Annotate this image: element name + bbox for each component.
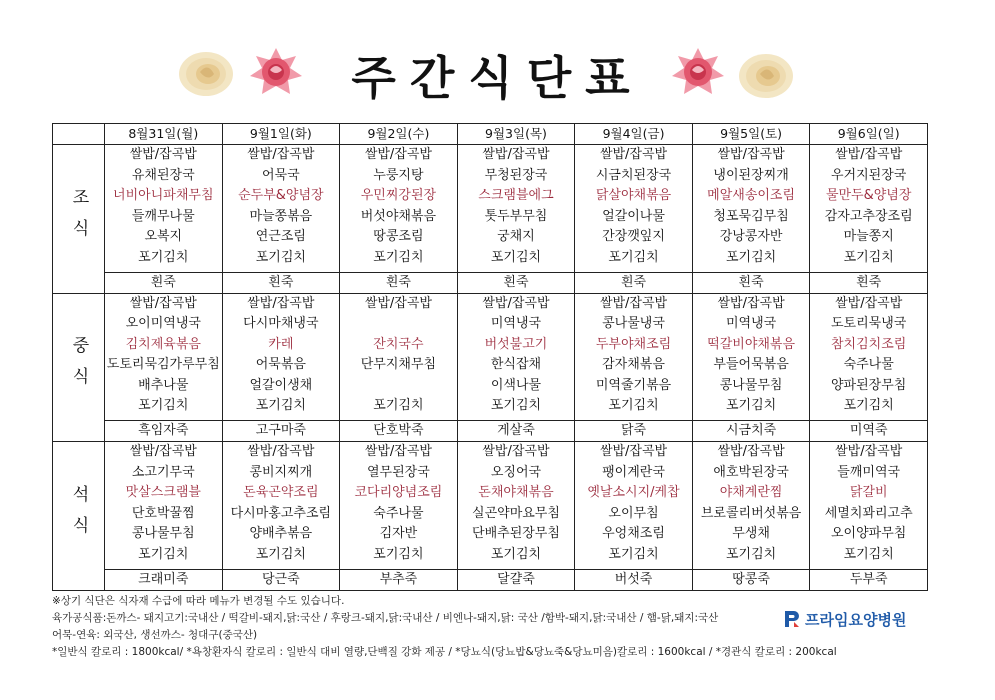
lunch-menu-cell [575, 293, 693, 421]
main-dish-item: 카레 [268, 336, 294, 352]
porridge-cell: 시금치죽 [692, 421, 810, 442]
dinner-menu-cell [105, 442, 223, 570]
lunch-row [53, 293, 928, 421]
menu-item: 쌀밥/잡곡밥 [717, 444, 785, 460]
menu-item: 포기김치 [373, 398, 424, 414]
menu-item: 단배추된장무침 [472, 526, 560, 542]
menu-item: 부들어묵볶음 [713, 357, 789, 373]
date-header: 9월5일(토) [692, 124, 810, 145]
menu-item: 포기김치 [138, 398, 189, 414]
menu-item: 쌀밥/잡곡밥 [835, 147, 903, 162]
menu-item: 오이무침 [608, 505, 659, 521]
lunch-porridge-row [53, 421, 928, 442]
menu-item: 콩나물무침 [719, 377, 783, 393]
hospital-logo [783, 608, 906, 630]
main-dish-item: 떡갈비야채볶음 [707, 336, 796, 352]
menu-item: 쌀밥/잡곡밥 [835, 295, 903, 311]
menu-item: 이색나물 [490, 377, 542, 393]
menu-item: 냉이된장찌개 [713, 167, 789, 183]
menu-item: 실곤약마요무침 [472, 505, 560, 521]
menu-item: 미역줄기볶음 [595, 377, 672, 393]
menu-item: 쌀밥/잡곡밥 [599, 295, 668, 311]
menu-item: 무생채 [732, 526, 770, 542]
menu-item: 미역냉국 [725, 316, 777, 332]
menu-item: 도토리묵김가루무침 [106, 357, 220, 373]
menu-item: 포기김치 [490, 546, 542, 562]
menu-item: 포기김치 [490, 249, 542, 265]
breakfast-menu-cell [105, 145, 223, 273]
menu-item: 다시마홍고추조림 [230, 505, 332, 521]
menu-item: 누룽지탕 [373, 167, 424, 183]
menu-item: 포기김치 [608, 249, 659, 265]
main-dish-item: 순두부&양념장 [238, 188, 324, 203]
main-dish-item: 잔치국수 [373, 336, 424, 352]
header [0, 38, 995, 108]
menu-item: 포기김치 [373, 249, 424, 265]
main-dish-item: 야채계란찜 [719, 485, 783, 501]
menu-item: 쌀밥/잡곡밥 [129, 444, 197, 460]
rose-red-icon [246, 44, 306, 100]
breakfast-menu-cell [457, 145, 575, 273]
menu-item: 쌀밥/잡곡밥 [835, 444, 903, 460]
menu-item: 포기김치 [255, 249, 306, 265]
dinner-porridge-row [53, 569, 928, 590]
breakfast-menu-cell [810, 145, 928, 273]
lunch-menu-cell [810, 293, 928, 421]
date-header: 9월1일(화) [222, 124, 340, 145]
menu-item: 콩나물냉국 [602, 316, 665, 332]
menu-item: 단무지채무침 [360, 357, 437, 373]
notice-text: ※상기 식단은 식자재 수급에 따라 메뉴가 변경될 수도 있습니다. [52, 595, 345, 607]
menu-item: 포기김치 [843, 249, 894, 265]
menu-item: 포기김치 [725, 398, 777, 414]
menu-item: 오징어국 [490, 464, 542, 480]
menu-item: 들깨미역국 [837, 464, 901, 480]
menu-item: 유채된장국 [131, 167, 195, 183]
date-header: 9월6일(일) [810, 124, 928, 145]
menu-item: 쌀밥/잡곡밥 [364, 147, 432, 162]
menu-item: 쌀밥/잡곡밥 [482, 444, 550, 460]
meal-label-text: 중식 [68, 336, 89, 399]
porridge-cell: 당근죽 [222, 569, 340, 590]
menu-item: 다시마채냉국 [243, 316, 319, 332]
menu-item: 포기김치 [490, 398, 542, 414]
menu-item: 감자고추장조림 [824, 208, 913, 224]
main-dish-item: 코다리양념조림 [354, 485, 443, 501]
menu-item: 우거지된장국 [831, 167, 907, 183]
menu-item: 숙주나물 [843, 357, 894, 373]
meal-label [53, 442, 105, 591]
calorie-text: *일반식 칼로리 : 1800kcal/ *욕창환자식 칼로리 : 일반식 대비 열량,단백질 강화 제공 / *당뇨식(당뇨밥&당뇨죽&당뇨미음)칼로리 : 1600kcal / *경관식 칼로리 : 200kcal [52, 646, 837, 658]
menu-item: 어묵볶음 [255, 357, 306, 373]
menu-item: 포기김치 [373, 546, 424, 562]
menu-item: 미역냉국 [490, 316, 542, 332]
menu-item: 쌀밥/잡곡밥 [717, 295, 785, 311]
date-header: 9월3일(목) [457, 124, 575, 145]
hospital-name: 프라임요양병원 [805, 610, 907, 629]
page-title: 주간식단표 [351, 51, 644, 105]
porridge-cell: 닭죽 [575, 421, 693, 442]
menu-item: 한식잡채 [490, 357, 542, 373]
menu-item: 단호박꿀찜 [131, 505, 195, 521]
menu-item: 쌀밥/잡곡밥 [364, 295, 432, 311]
dinner-row [53, 442, 928, 570]
menu-item: 포기김치 [725, 546, 777, 562]
menu-item: 버섯야채볶음 [360, 208, 437, 224]
menu-item: 포기김치 [843, 398, 894, 414]
menu-item: 브로콜리버섯볶음 [700, 505, 802, 521]
porridge-cell: 부추죽 [340, 569, 458, 590]
menu-item: 포기김치 [608, 546, 659, 562]
menu-item: 마늘쫑지 [843, 229, 894, 244]
main-dish-item: 닭갈비 [849, 485, 888, 501]
porridge-cell: 흰죽 [222, 272, 340, 293]
main-dish-item: 닭살야채볶음 [595, 188, 672, 203]
menu-item: 오이미역냉국 [125, 316, 201, 332]
porridge-cell: 고구마죽 [222, 421, 340, 442]
breakfast-menu-cell [340, 145, 458, 273]
menu-item: 포기김치 [138, 546, 189, 562]
menu-item: 포기김치 [725, 249, 777, 265]
lunch-menu-cell [340, 293, 458, 421]
porridge-cell: 두부죽 [810, 569, 928, 590]
lunch-menu-cell [105, 293, 223, 421]
menu-item: 연근조림 [255, 229, 306, 244]
porridge-cell: 단호박죽 [340, 421, 458, 442]
menu-item: 감자채볶음 [602, 357, 665, 373]
main-dish-item: 버섯불고기 [484, 336, 548, 352]
meal-label-text: 석식 [68, 485, 89, 548]
main-dish-item: 김치제육볶음 [125, 336, 201, 352]
menu-item: 포기김치 [843, 546, 894, 562]
lunch-menu-cell [222, 293, 340, 421]
menu-item: 쌀밥/잡곡밥 [129, 147, 197, 162]
menu-item: 쌀밥/잡곡밥 [599, 444, 668, 460]
porridge-cell: 버섯죽 [575, 569, 693, 590]
main-dish-item: 옛날소시지/케찹 [587, 485, 680, 501]
menu-item: 궁채지 [497, 229, 535, 244]
menu-item: 김자반 [379, 526, 418, 542]
dinner-menu-cell [340, 442, 458, 570]
main-dish-item: 메알새송이조림 [707, 188, 796, 203]
main-dish-item: 참치김치조림 [831, 336, 907, 352]
menu-item: 간장깻잎지 [602, 229, 665, 244]
porridge-cell: 흰죽 [575, 272, 693, 293]
main-dish-item: 맛살스크램블 [125, 485, 201, 501]
meal-label [53, 293, 105, 442]
breakfast-menu-cell [575, 145, 693, 273]
weekly-menu-table [52, 123, 928, 591]
menu-item: 얼갈이생채 [249, 377, 313, 393]
date-header: 9월4일(금) [575, 124, 693, 145]
porridge-cell: 달걀죽 [457, 569, 575, 590]
menu-item: 숙주나물 [373, 505, 424, 521]
date-header: 8월31일(월) [105, 124, 223, 145]
menu-item: 마늘쫑볶음 [249, 208, 313, 224]
porridge-cell: 흰죽 [692, 272, 810, 293]
dinner-menu-cell [457, 442, 575, 570]
lunch-menu-cell [457, 293, 575, 421]
menu-item: 양배추볶음 [249, 526, 313, 542]
breakfast-porridge-row [53, 272, 928, 293]
menu-item: 세멸치꽈리고추 [824, 505, 913, 521]
date-header: 9월2일(수) [340, 124, 458, 145]
origin-text: 어묵-연육: 외국산, 생선까스- 청대구(중국산) [52, 629, 258, 641]
menu-item: 포기김치 [255, 546, 306, 562]
porridge-cell: 흰죽 [340, 272, 458, 293]
dinner-menu-cell [692, 442, 810, 570]
porridge-cell: 땅콩죽 [692, 569, 810, 590]
porridge-cell: 미역죽 [810, 421, 928, 442]
menu-item: 청포묵김무침 [713, 208, 789, 224]
menu-item: 포기김치 [255, 398, 306, 414]
menu-item: 톳두부무침 [484, 208, 548, 224]
meal-label [53, 145, 105, 294]
menu-item: 어묵국 [262, 167, 300, 183]
porridge-cell: 흑임자죽 [105, 421, 223, 442]
main-dish-item: 우민찌강된장 [360, 188, 437, 203]
menu-item: 얼갈이나물 [602, 208, 665, 224]
menu-item: 시금치된장국 [595, 167, 672, 183]
porridge-cell: 흰죽 [810, 272, 928, 293]
menu-item: 강낭콩자반 [719, 229, 783, 244]
menu-item: 쌀밥/잡곡밥 [247, 295, 315, 311]
main-dish-item: 돈채야채볶음 [478, 485, 554, 501]
menu-item: 오복지 [144, 229, 183, 244]
rose-yellow-icon [178, 50, 234, 98]
menu-item: 쌀밥/잡곡밥 [129, 295, 197, 311]
menu-item: 쌀밥/잡곡밥 [599, 147, 668, 162]
porridge-cell: 게살죽 [457, 421, 575, 442]
menu-item: 무청된장국 [484, 167, 548, 183]
menu-item: 애호박된장국 [713, 464, 789, 480]
corner-cell [53, 124, 105, 145]
menu-item: 포기김치 [138, 249, 189, 265]
menu-item: 오이양파무침 [831, 526, 907, 542]
menu-item [340, 314, 457, 335]
menu-item: 쌀밥/잡곡밥 [247, 147, 315, 162]
dinner-menu-cell [222, 442, 340, 570]
breakfast-menu-cell [222, 145, 340, 273]
menu-item: 쌀밥/잡곡밥 [247, 444, 315, 460]
main-dish-item: 스크램블에그 [478, 188, 554, 203]
menu-item: 열무된장국 [367, 464, 430, 480]
dinner-menu-cell [810, 442, 928, 570]
main-dish-item: 너비아니파채무침 [113, 188, 214, 203]
main-dish-item: 두부야채조림 [595, 336, 672, 352]
menu-item: 쌀밥/잡곡밥 [364, 444, 432, 460]
origin-text: 육가공식품:돈까스- 돼지고기:국내산 / 떡갈비-돼지,닭:국산 / 후랑크-돼지,닭:국내산 / 비엔나-돼지,닭: 국산 /함박-돼지,닭:국내산 / 햄-닭,돼지:국산 [52, 612, 719, 624]
main-dish-item: 물만두&양념장 [825, 188, 912, 203]
meal-label-text: 조식 [68, 187, 89, 250]
dinner-menu-cell [575, 442, 693, 570]
hospital-logo-icon [783, 609, 801, 629]
menu-item: 포기김치 [608, 398, 659, 414]
rose-yellow-icon [738, 52, 794, 100]
menu-item: 땅콩조림 [373, 229, 424, 244]
menu-item: 도토리묵냉국 [831, 316, 907, 332]
menu-item: 쌀밥/잡곡밥 [717, 147, 785, 162]
breakfast-row [53, 145, 928, 273]
main-dish-item: 돈육곤약조림 [243, 485, 319, 501]
porridge-cell: 흰죽 [457, 272, 575, 293]
menu-item: 콩비지찌개 [249, 464, 313, 480]
breakfast-menu-cell [692, 145, 810, 273]
menu-item: 쌀밥/잡곡밥 [482, 295, 550, 311]
porridge-cell: 크래미죽 [105, 569, 223, 590]
menu-item: 쌀밥/잡곡밥 [482, 147, 550, 162]
menu-item: 소고기무국 [131, 464, 195, 480]
menu-item: 우엉채조림 [602, 526, 665, 542]
menu-item: 양파된장무침 [831, 377, 907, 393]
menu-item: 팽이계란국 [602, 464, 665, 480]
lunch-menu-cell [692, 293, 810, 421]
menu-item [340, 376, 457, 397]
rose-red-icon [668, 44, 728, 100]
menu-item: 배추나물 [138, 377, 189, 393]
menu-item: 들깨무나물 [131, 208, 195, 224]
porridge-cell: 흰죽 [105, 272, 223, 293]
menu-item: 콩나물무침 [131, 526, 195, 542]
date-header-row [53, 124, 928, 145]
